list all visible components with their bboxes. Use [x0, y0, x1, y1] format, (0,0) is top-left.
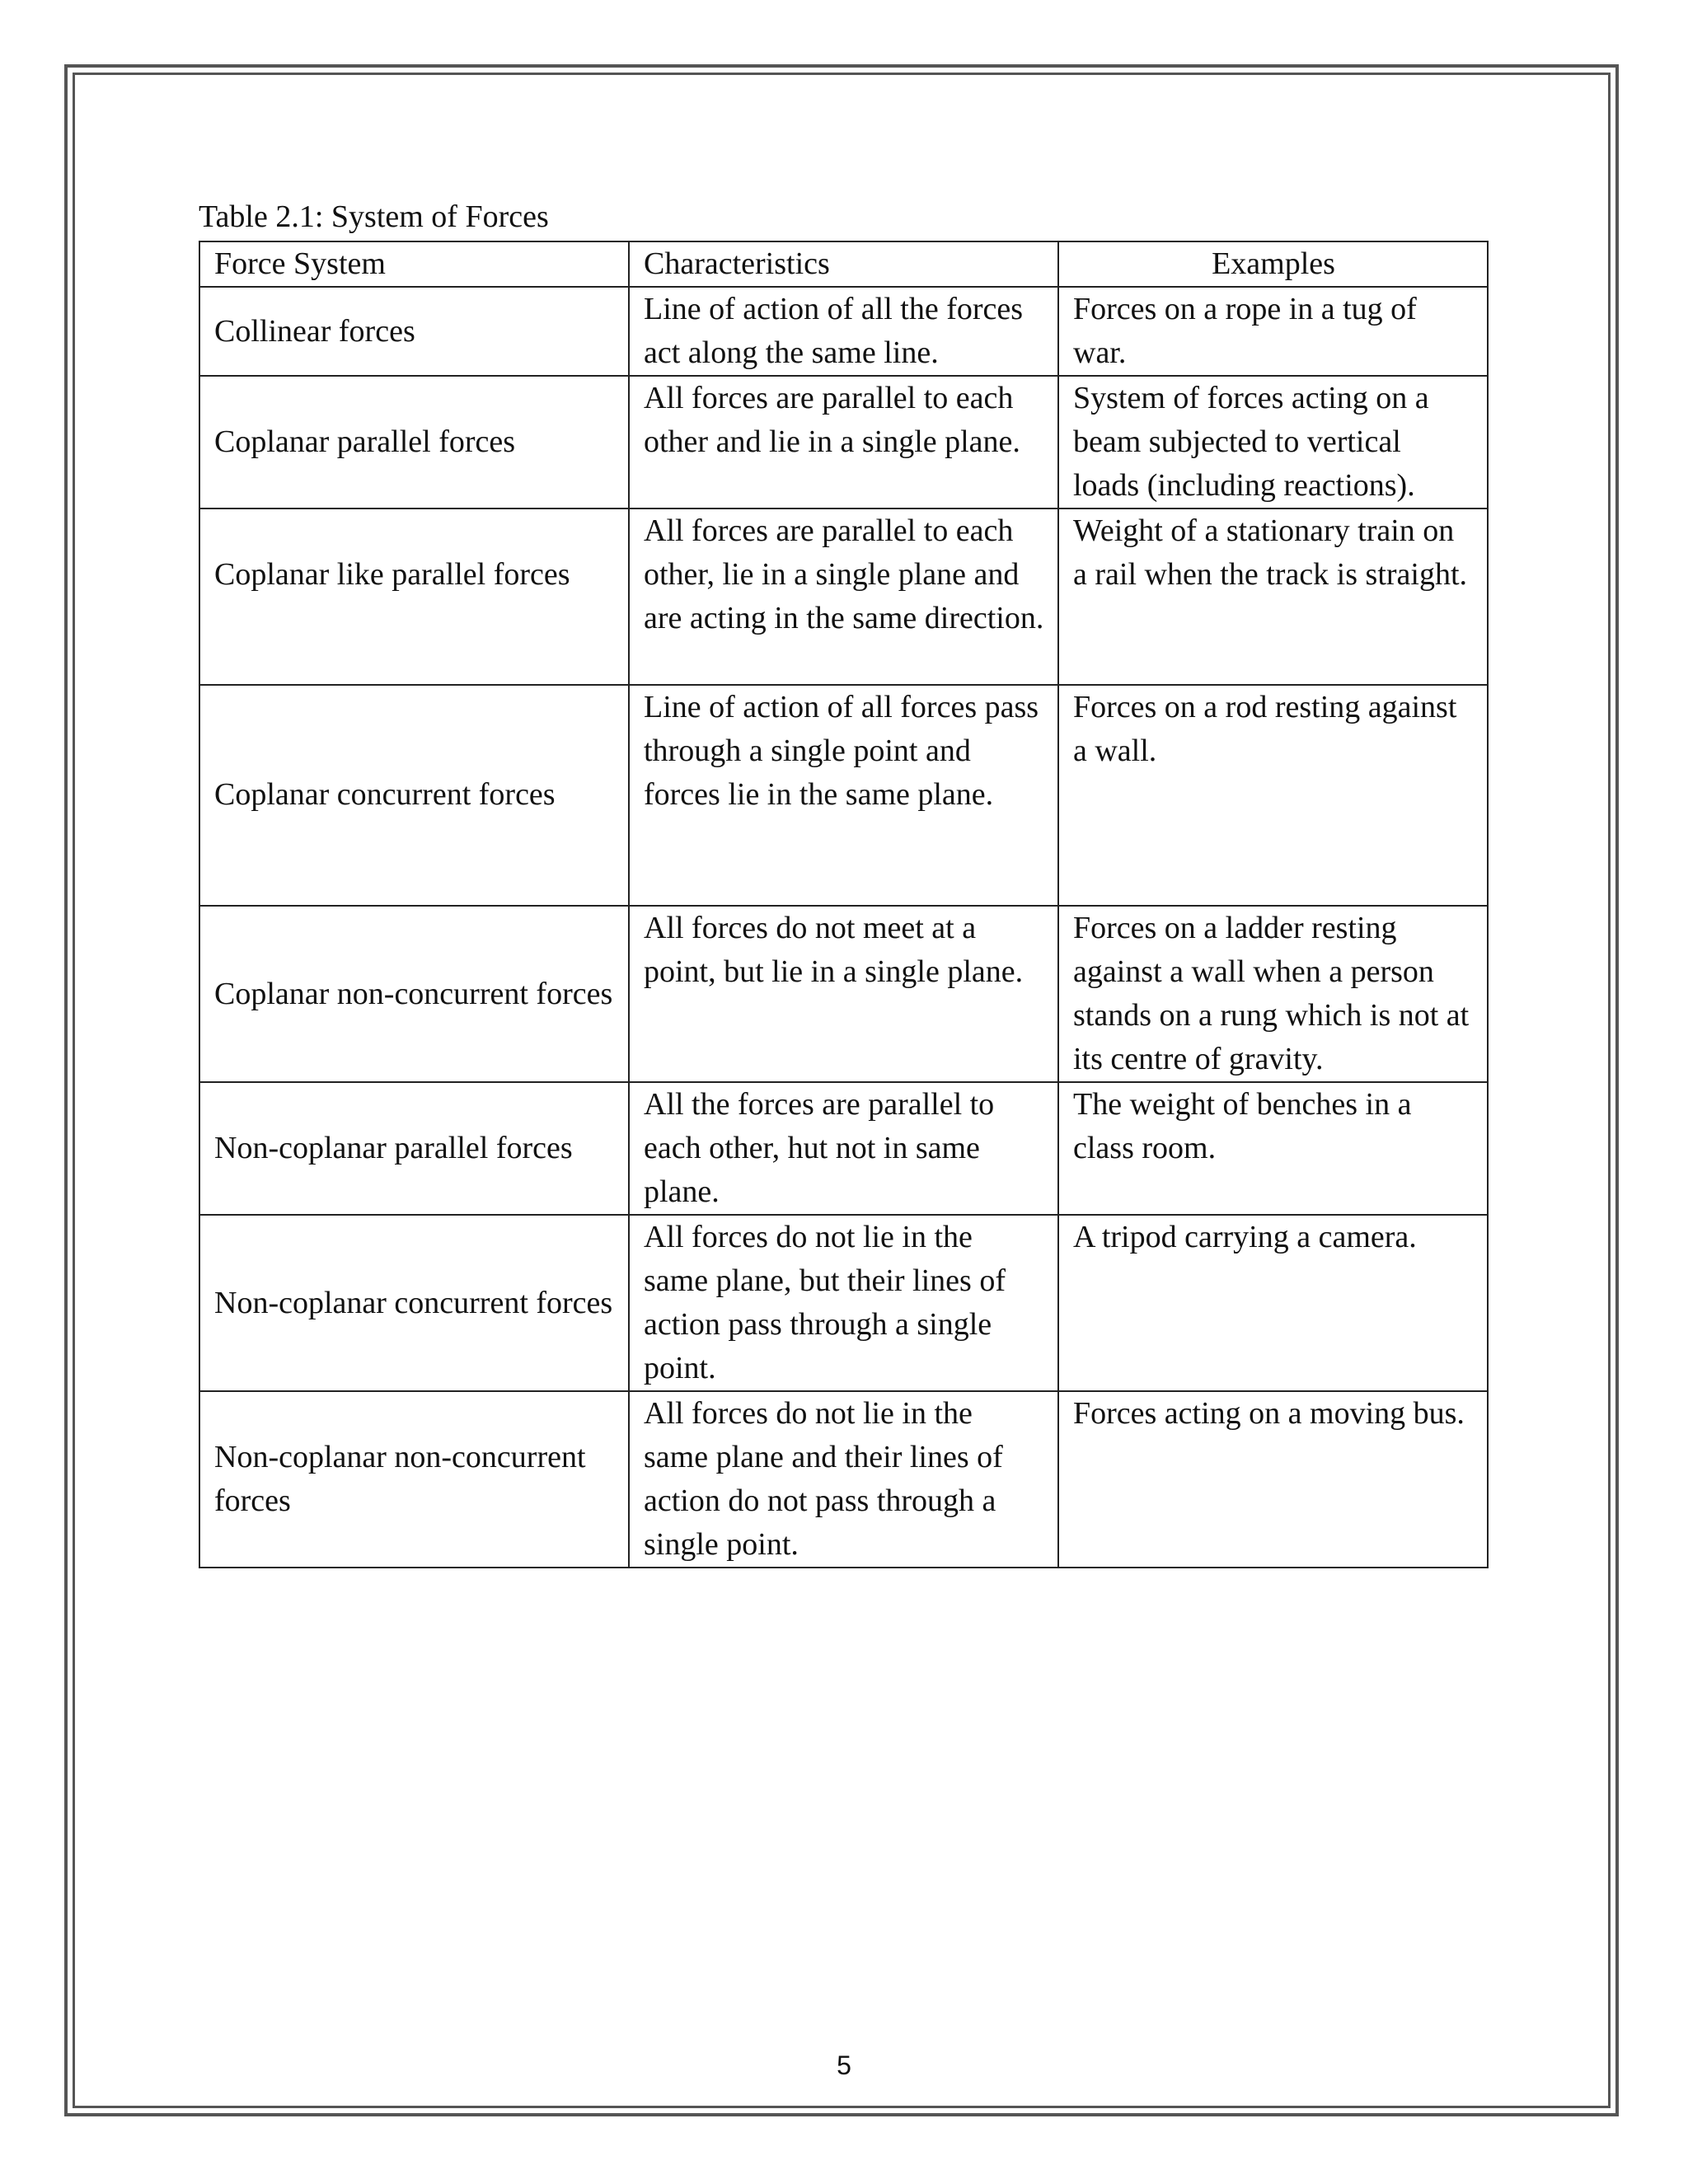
cell-characteristics: All the forces are parallel to each other, hut not in same plane. — [629, 1082, 1058, 1215]
header-examples: Examples — [1058, 241, 1488, 287]
force-systems-table — [199, 241, 1489, 1568]
page-number: 5 — [837, 2050, 851, 2080]
cell-examples: Forces on a rope in a tug of war. — [1058, 287, 1488, 376]
cell-examples: The weight of benches in a class room. — [1058, 1082, 1488, 1215]
cell-characteristics: All forces are parallel to each other and lie in a single plane. — [629, 376, 1058, 509]
cell-force-system: Non-coplanar parallel forces — [199, 1082, 629, 1215]
table-header-row — [199, 241, 1488, 287]
cell-examples: Forces acting on a moving bus. — [1058, 1391, 1488, 1568]
cell-examples: A tripod carrying a camera. — [1058, 1215, 1488, 1391]
cell-examples: Weight of a stationary train on a rail when the track is straight. — [1058, 509, 1488, 685]
cell-force-system: Coplanar parallel forces — [199, 376, 629, 509]
header-characteristics: Characteristics — [629, 241, 1058, 287]
cell-force-system: Non-coplanar non-concurrent forces — [199, 1391, 629, 1568]
header-force-system: Force System — [199, 241, 629, 287]
cell-characteristics: Line of action of all forces pass through a single point and forces lie in the same plane. — [629, 685, 1058, 906]
cell-force-system: Coplanar non-concurrent forces — [199, 906, 629, 1082]
cell-force-system: Coplanar like parallel forces — [199, 509, 629, 685]
cell-examples: System of forces acting on a beam subjected to vertical loads (including reactions). — [1058, 376, 1488, 509]
table-row — [199, 287, 1488, 376]
table-row — [199, 906, 1488, 1082]
table-row — [199, 1391, 1488, 1568]
table-row — [199, 1082, 1488, 1215]
cell-characteristics: All forces are parallel to each other, lie in a single plane and are acting in the same direction. — [629, 509, 1058, 685]
cell-force-system: Collinear forces — [199, 287, 629, 376]
table-row — [199, 685, 1488, 906]
table-caption: Table 2.1: System of Forces — [199, 199, 549, 234]
cell-force-system: Non-coplanar concurrent forces — [199, 1215, 629, 1391]
cell-examples: Forces on a ladder resting against a wall when a person stands on a rung which is not at its centre of gravity. — [1058, 906, 1488, 1082]
cell-examples: Forces on a rod resting against a wall. — [1058, 685, 1488, 906]
cell-characteristics: All forces do not lie in the same plane and their lines of action do not pass through a single point. — [629, 1391, 1058, 1568]
cell-characteristics: Line of action of all the forces act along the same line. — [629, 287, 1058, 376]
cell-characteristics: All forces do not meet at a point, but lie in a single plane. — [629, 906, 1058, 1082]
cell-force-system: Coplanar concurrent forces — [199, 685, 629, 906]
table-row — [199, 1215, 1488, 1391]
table-row — [199, 509, 1488, 685]
cell-characteristics: All forces do not lie in the same plane, but their lines of action pass through a single point. — [629, 1215, 1058, 1391]
table-row — [199, 376, 1488, 509]
